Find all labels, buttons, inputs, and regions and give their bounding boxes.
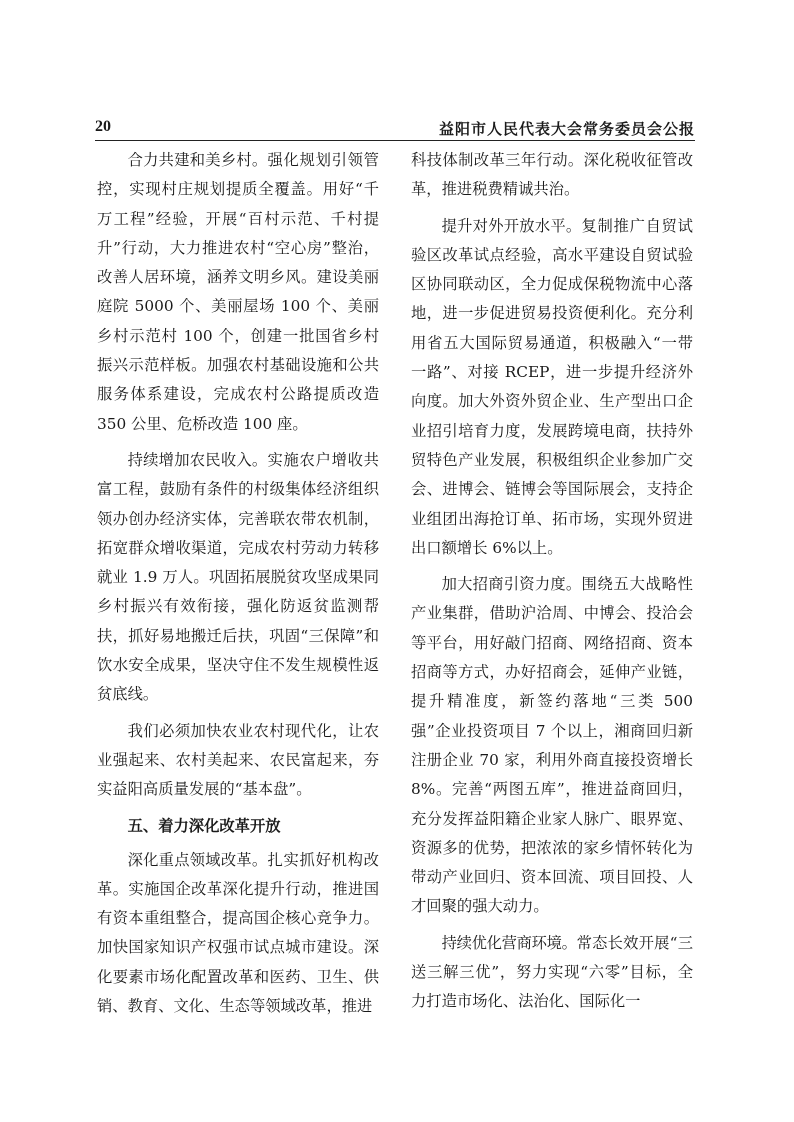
paragraph-text: 常态长效开展“三送三解三优”，努力实现“六零”目标，全力打造市场化、法治化、国际化一 [411, 933, 693, 1011]
page-number: 20 [95, 118, 111, 135]
paragraph-lead: 持续增加农民收入。 [127, 450, 268, 469]
paragraph-lead: 深化重点领域改革。 [127, 850, 268, 869]
journal-title: 益阳市人民代表大会常务委员会公报 [438, 120, 695, 138]
right-column [411, 146, 693, 1024]
paragraph-lead: 合力共建和美乡村。 [127, 151, 268, 169]
paragraph-lead: 持续优化营商环境。 [441, 933, 577, 952]
paragraph-text: 实施农户增收共富工程，鼓励有条件的村级集体经济组织领办创办经济实体，完善联农带农机制，拓宽群众增收渠道，完成农村劳动力转移就业 1.9 万人。巩固拓展脱贫攻坚成果同乡村振兴有效衔接，强化防返贫监测帮扶，抓好易地搬迁后扶，巩固“三保障”和饮水安全成果，坚决守住不发生规模性返贫底线。 [97, 450, 379, 704]
paragraph-lead: 加大招商引资力度。 [441, 575, 582, 594]
paragraph-business-environment [411, 929, 693, 1017]
page-header [95, 118, 695, 142]
paragraph-rural-construction [97, 146, 379, 439]
paragraph-text: 强化规划引领管控，实现村庄规划提质全覆盖。用好“千万工程”经验，开展“百村示范、千村提升”行动，大力推进农村“空心房”整治，改善人居环境，涵养文明乡风。建设美丽庭院 5000 个、美丽屋场 100 个、美丽乡村示范村 100 个，创建一批国省乡村振兴示范样板。加强农村基础设施和公共服务体系建设，完成农村公路提质改造 350 公里、危桥改造 100 座。 [97, 151, 379, 433]
paragraph-investment [411, 570, 693, 922]
paragraph-lead: 提升对外开放水平。 [441, 216, 582, 235]
paragraph-text: 复制推广自贸试验区改革试点经验，高水平建设自贸试验区协同联动区，全力促成保税物流中心落地，进一步促进贸易投资便利化。充分利用省五大国际贸易通道，积极融入“一带一路”、对接 RCEP，进一步提升经济外向度。加大外资外贸企业、生产型出口企业招引培育力度，发展跨境电商，扶持外贸特色产业发展，积极组织企业参加广交会、进博会、链博会等国际展会，支持企业组团出海抢订单、拓市场，实现外贸进出口额增长 6%以上。 [411, 216, 693, 557]
paragraph-opening-up [411, 212, 693, 564]
paragraph-farmer-income [97, 446, 379, 710]
paragraph-summary: 我们必须加快农业农村现代化，让农业强起来、农村美起来、农民富起来，夯实益阳高质量发展的“基本盘”。 [97, 721, 379, 799]
section-heading: 五、着力深化改革开放 [127, 816, 281, 835]
header-divider [95, 140, 695, 141]
paragraph-text: 扎实抓好机构改革。实施国企改革深化提升行动，推进国有资本重组整合，提高国企核心竞争力。加快国家知识产权强市试点城市建设。深化要素市场化配置改革和医药、卫生、供销、教育、文化、生态等领域改革，推进 [97, 850, 379, 1016]
paragraph-text: 围绕五大战略性产业集群，借助沪洽周、中博会、投洽会等平台，用好敲门招商、网络招商、资本招商等方式，办好招商会，延伸产业链，提升精准度，新签约落地“三类 500 强”企业投资项目 7 个以上，湘商回归新注册企业 70 家，利用外商直接投资增长 8%。完善“两图五库”，推进益商回归，充分发挥益阳籍企业家人脉广、眼界宽、资源多的优势，把浓浓的家乡情怀转化为带动产业回归、资本回流、项目回投、人才回聚的强大动力。 [411, 575, 693, 916]
left-column [97, 146, 379, 1028]
paragraph-reform [97, 846, 379, 1022]
paragraph-continuation: 科技体制改革三年行动。深化税收征管改革，推进税费精诚共治。 [411, 151, 693, 199]
